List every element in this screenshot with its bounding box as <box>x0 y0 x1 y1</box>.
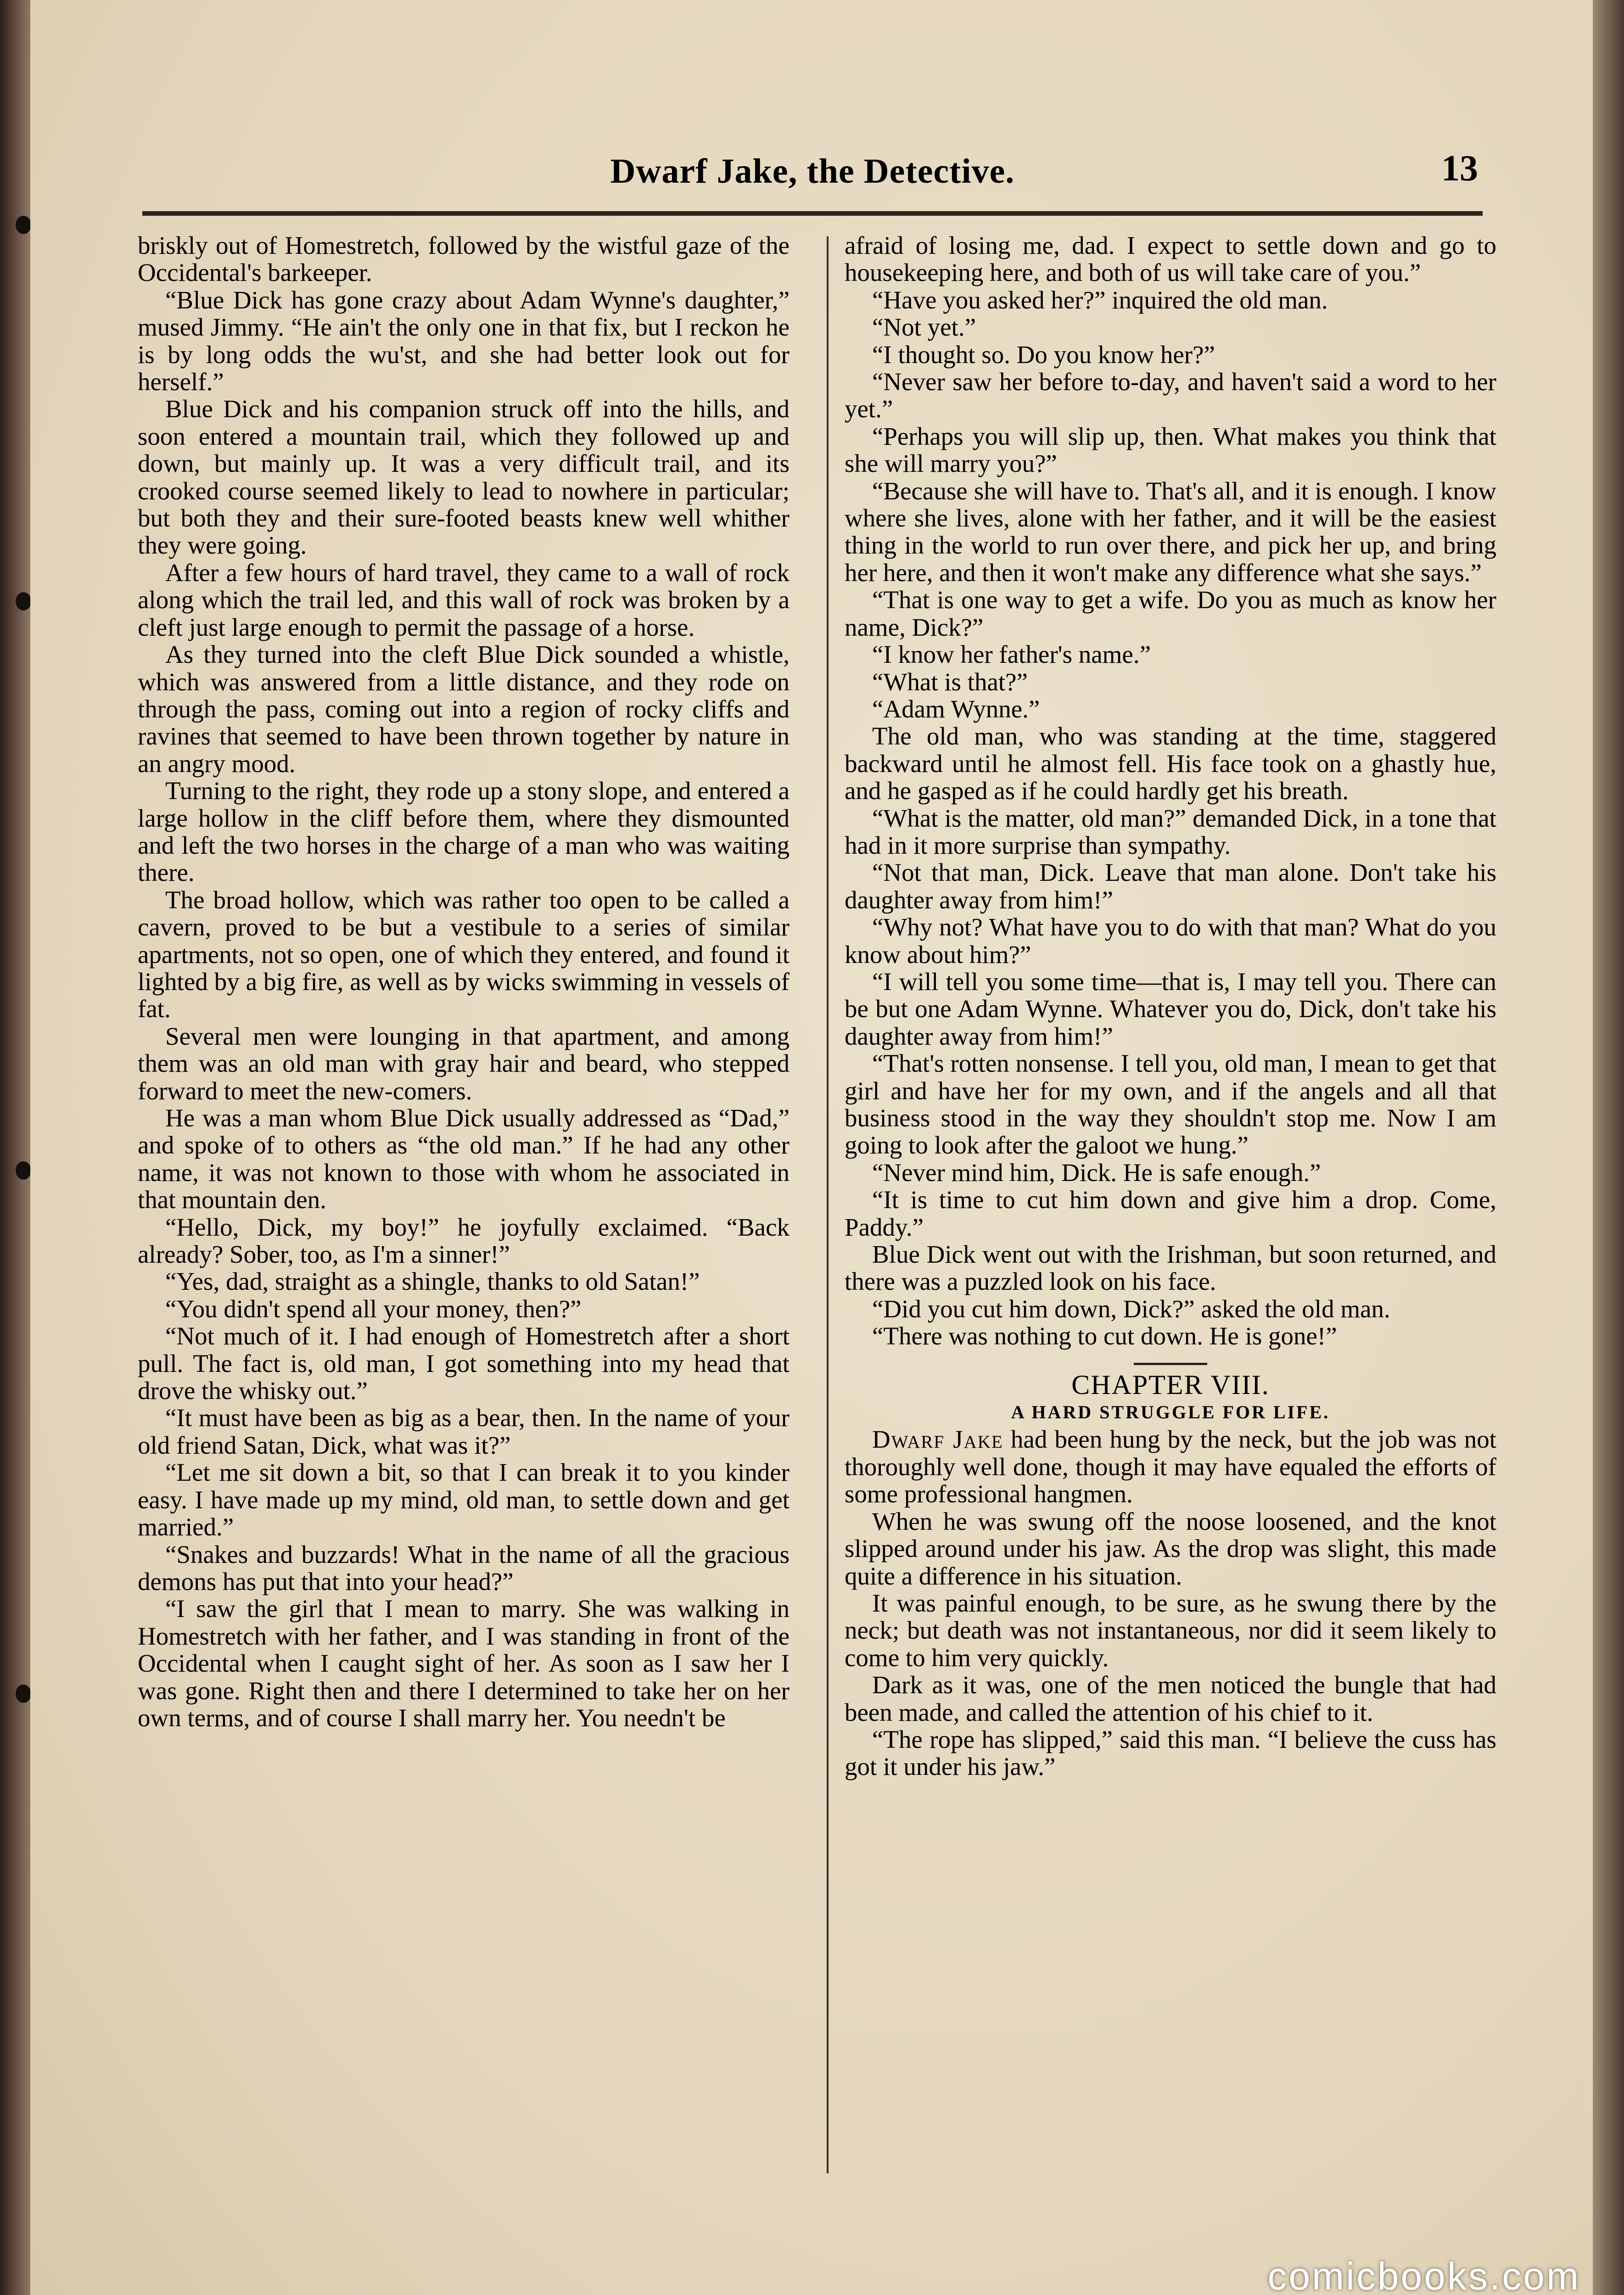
chapter-heading <box>845 1363 1496 1426</box>
paragraph: “Yes, dad, straight as a shingle, thanks to old Satan!” <box>165 1267 700 1296</box>
paragraph: “Not yet.” <box>872 313 976 341</box>
paragraph: Turning to the right, they rode up a stony slope, and entered a large hollow in the cliff before them, where they dismounted and left the two horses in the charge of a man who was waiting there. <box>138 777 790 887</box>
site-watermark: comicbooks.com <box>1267 2255 1580 2295</box>
paragraph: “Did you cut him down, Dick?” asked the old man. <box>872 1294 1390 1323</box>
header-rule <box>142 211 1483 216</box>
paragraph: briskly out of Homestretch, followed by the wistful gaze of the Occidental's barkeeper. <box>138 231 790 287</box>
page-header <box>142 138 1483 207</box>
right-column-text-continued <box>845 1508 1496 1780</box>
page-number: 13 <box>1441 148 1478 189</box>
running-title: Dwarf Jake, the Detective. <box>610 152 1015 190</box>
paragraph: “Have you asked her?” inquired the old man. <box>872 285 1328 314</box>
left-column <box>138 232 790 1731</box>
paragraph: “What is the matter, old man?” demanded Dick, in a tone that had in it more surprise than sympathy. <box>845 804 1496 859</box>
paragraph: “Never mind him, Dick. He is safe enough.” <box>872 1158 1321 1187</box>
paragraph: “I thought so. Do you know her?” <box>872 340 1215 369</box>
paragraph: “Snakes and buzzards! What in the name of all the gracious demons has put that into your head?” <box>138 1540 790 1595</box>
paragraph: The broad hollow, which was rather too open to be called a cavern, proved to be but a vestibule to a series of similar apartments, not so open, one of which they entered, and found it lighted by a big fire, as well as by wicks swimming in vessels of fat. <box>138 885 790 1023</box>
paragraph: The old man, who was standing at the time, staggered backward until he almost fell. His face took on a ghastly hue, and he gasped as if he could hardly get his breath. <box>845 722 1496 805</box>
paragraph: “The rope has slipped,” said this man. “I believe the cuss has got it under his jaw.” <box>845 1725 1496 1781</box>
paragraph: It was painful enough, to be sure, as he swung there by the neck; but death was not instantaneous, nor did it seem likely to come to him very quickly. <box>845 1589 1496 1672</box>
chapter-rule <box>1134 1363 1207 1365</box>
chapter-opening-lead: Dwarf Jake <box>872 1425 1003 1454</box>
paragraph: When he was swung off the noose loosened, and the knot slipped around under his jaw. As the drop was slight, this made quite a difference in his situation. <box>845 1507 1496 1590</box>
paragraph: “Let me sit down a bit, so that I can break it to you kinder easy. I have made up my mind, old man, to settle down and get married.” <box>138 1458 790 1541</box>
paragraph: “Because she will have to. That's all, and it is enough. I know where she lives, alone with her father, and it will be the easiest thing in the world to run over there, and pick her up, and bring her here, and then it won't make any difference what she says.” <box>845 476 1496 587</box>
binding-stitch <box>16 216 31 234</box>
binding-edge <box>0 0 30 2295</box>
paragraph: “I saw the girl that I mean to marry. She was walking in Homestretch with her father, and I was standing in front of the Occidental when I caught sight of her. As soon as I saw her I was gone. Right then and there I determined to take her on her own terms, and of course I shall marry her. You needn't be <box>138 1595 790 1732</box>
paragraph: “Not that man, Dick. Leave that man alone. Don't take his daughter away from him!” <box>845 858 1496 914</box>
paragraph: “I know her father's name.” <box>872 640 1151 669</box>
binding-stitch <box>16 1685 31 1703</box>
right-column-text <box>845 232 1496 1350</box>
paragraph: “You didn't spend all your money, then?” <box>165 1294 582 1323</box>
binding-stitch <box>16 1161 31 1180</box>
binding-stitch <box>16 592 31 610</box>
page-right-edge <box>1593 0 1624 2295</box>
chapter-subtitle: A HARD STRUGGLE FOR LIFE. <box>1011 1402 1330 1423</box>
column-divider <box>827 236 829 2173</box>
paragraph: “It is time to cut him down and give him a drop. Come, Paddy.” <box>845 1186 1496 1241</box>
paragraph: “Blue Dick has gone crazy about Adam Wynne's daughter,” mused Jimmy. “He ain't the only one in that fix, but I reckon he is by long odds the wu'st, and she had better look out for herself.” <box>138 285 790 396</box>
paragraph: “Why not? What have you to do with that man? What do you know about him?” <box>845 913 1496 968</box>
paragraph: “It must have been as big as a bear, then. In the name of your old friend Satan, Dick, what was it?” <box>138 1404 790 1459</box>
paragraph: “What is that?” <box>872 667 1028 696</box>
paragraph: Dark as it was, one of the men noticed the bungle that had been made, and called the attention of his chief to it. <box>845 1671 1496 1726</box>
paragraph: “That is one way to get a wife. Do you as much as know her name, Dick?” <box>845 586 1496 641</box>
paragraph: “Never saw her before to-day, and haven't said a word to her yet.” <box>845 368 1496 423</box>
paragraph: “There was nothing to cut down. He is gone!” <box>872 1322 1337 1350</box>
paragraph: “I will tell you some time—that is, I may tell you. There can be but one Adam Wynne. Whatever you do, Dick, don't take his daughter away from him!” <box>845 967 1496 1050</box>
paragraph: After a few hours of hard travel, they came to a wall of rock along which the trail led, and this wall of rock was broken by a cleft just large enough to permit the passage of a horse. <box>138 558 790 641</box>
paragraph: afraid of losing me, dad. I expect to settle down and go to housekeeping here, and both of us will take care of you.” <box>845 231 1496 287</box>
paragraph: “That's rotten nonsense. I tell you, old man, I mean to get that girl and have her for my own, and if the angels and all that business stood in the way they shouldn't stop me. Now I am going to look after the galoot we hung.” <box>845 1049 1496 1159</box>
paragraph: “Perhaps you will slip up, then. What makes you think that she will marry you?” <box>845 422 1496 478</box>
right-column <box>845 232 1496 1780</box>
paragraph: Several men were lounging in that apartment, and among them was an old man with gray hair and beard, who stepped forward to meet the new-comers. <box>138 1022 790 1105</box>
paragraph: “Hello, Dick, my boy!” he joyfully exclaimed. “Back already? Sober, too, as I'm a sinner!” <box>138 1213 790 1269</box>
paragraph: Blue Dick went out with the Irishman, but soon returned, and there was a puzzled look on his face. <box>845 1240 1496 1296</box>
chapter-title: CHAPTER VIII. <box>1071 1369 1270 1400</box>
chapter-opening-paragraph <box>845 1426 1496 1507</box>
paragraph: “Not much of it. I had enough of Homestretch after a short pull. The fact is, old man, I got something into my head that drove the whisky out.” <box>138 1322 790 1405</box>
chapter-opening-text: had been hung by the neck, but the job was not thoroughly well done, though it may have equaled the efforts of some professional hangmen. <box>845 1425 1496 1508</box>
paragraph: He was a man whom Blue Dick usually addressed as “Dad,” and spoke of to others as “the old man.” If he had any other name, it was not known to those with whom he associated in that mountain den. <box>138 1104 790 1214</box>
paragraph: Blue Dick and his companion struck off into the hills, and soon entered a mountain trail, which they followed up and down, but mainly up. It was a very difficult trail, and its crooked course seemed likely to lead to nowhere in particular; but both they and their sure-footed beasts knew well whither they were going. <box>138 395 790 560</box>
paragraph: “Adam Wynne.” <box>872 694 1040 723</box>
paragraph: As they turned into the cleft Blue Dick sounded a whistle, which was answered from a little distance, and they rode on through the pass, coming out into a region of rocky cliffs and ravines that seemed to have been thrown together by nature in an angry mood. <box>138 640 790 778</box>
